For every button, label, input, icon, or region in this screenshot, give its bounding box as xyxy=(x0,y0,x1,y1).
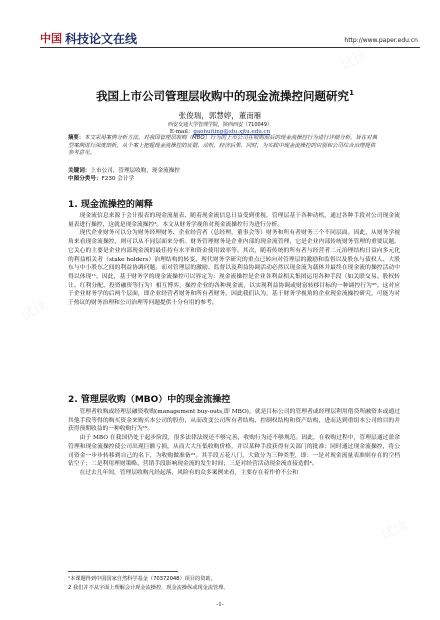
paragraph: 由于 MBO 在我国仍处于起步阶段，很多法律法规还不够完善，收购行为还不够规范。因此，在收购过程中，管理层通过盈余管理和现金流操控使公司出现巨额亏损，从而大大压低收购价格，并以某种手段获得有关部门的批准；同时通过现金流操控，将公司资金一步步转移到自己的名下，为收购做准备²³。其手段五花八门，大致分为三种类型，即：一是对现金流量表准则存在的空档钻空子；二是利用理财策略、营销手段影响现金流的发生时间；三是对经营活动现金流直接造假⁴。 xyxy=(68,435,400,468)
header-divider xyxy=(40,47,420,48)
section-2-body xyxy=(68,408,400,478)
paper-authors: 张俊瑞，郭慧婷，董南雁 xyxy=(178,111,262,120)
paper-title-text: 我国上市公司管理层收购中的现金流操控问题研究 xyxy=(96,89,350,103)
abstract-label: 摘要： xyxy=(68,135,85,141)
abstract xyxy=(68,135,380,158)
footnote-1: ¹本课题得到中国国家自然科学基金（70372048）项目的资助。 xyxy=(68,576,216,582)
section-heading-2: 2. 管理层收购（MBO）中的现金流操控 xyxy=(68,395,231,405)
keywords-text: 上市公司，管理层收购，现金流操控 xyxy=(90,168,180,174)
clc-label: 中图分类号： xyxy=(68,176,102,182)
keywords-label: 关键词： xyxy=(68,168,91,174)
logo-main: 科技论文在线 xyxy=(65,31,138,46)
watermark: 试读 xyxy=(378,517,411,545)
email-link[interactable]: gaohuiting@stu.xjtu.edu.cn xyxy=(193,129,271,135)
keywords xyxy=(68,166,180,174)
paper-title xyxy=(30,88,420,104)
footnote-2: 2 我们并不从字面上理解会计现金流操控，现金流操纵或现金流管理。 xyxy=(68,585,229,591)
section-1-body xyxy=(68,212,400,308)
paragraph: 在过去几年间，管理层收购凡经起落，风险有的众多案例来看，主要存在着作价不公和 xyxy=(79,469,298,476)
site-logo[interactable] xyxy=(40,30,137,46)
paper-email xyxy=(0,127,440,135)
paragraph: 管理者收购或经理层融资收购(management buy-outs,即 MBO)，就是目标公司的管理者或经理层利用借贷所融资本或通过其他手段等得的购买资金来购买本公司的股份，从而改变公司所有者结构、控制权结构和资产结构，进而达到重组本公司的目的并获得预期收益的一种收购行为¹⁹。 xyxy=(68,409,400,433)
section-heading-1: 1. 现金流操控的阐释 xyxy=(68,200,153,210)
clc-text: F230 会计学 xyxy=(101,176,135,182)
title-footnote-mark: 1 xyxy=(349,89,354,98)
watermark: 试读 xyxy=(338,47,371,75)
paper-affiliation: 西安交通大学管理学院，陕西西安（710049） xyxy=(167,122,273,128)
page-header xyxy=(0,0,440,48)
page-number: -1- xyxy=(216,602,224,608)
email-label: E-mail： xyxy=(169,129,194,135)
site-url[interactable]: http://www.paper.edu.cn xyxy=(344,37,418,44)
paragraph: 现代企业财务可以分为财务经理财务、企业经营者（总经理、董事会等）财务和所有者财务三个不同层面。因此，从财务学视角来看现金流操控，则可以从不同层面来分析。财务管理财务是企业内部的现金流管理，它是企业内部传统财务管理的重要议题。它关心的主要是企业内部现金流的最佳持有水平和资金使用效率等。其次，随着传统的所有者与经营者二元治理结构日益向多元化的利益相关者（stake holders）治理结构的转变，现代财务学研究的重点已转向对管理层的激励和监督以及股东与债权人、大股东与中小股东之间的利益协调问题。而对管理层的激励、监督以及利益协调活动必然以现金流为载体并最终在现金流的操控活动中得以体现¹¹。因此，基于财务学的现金流操控可以界定为：现金流操控是企业各利益相关集团运用各种手段（如关联交易、股权转让、红利分配、投资融资等行为）相互博弈，操控企业的各种现金流，以实现利益协调或财富转移目标的一种调控行为²⁸。这对应于企业财务学的后两个层面，即企业经营者财务和所有者财务。因此我们认为，基于财务学视角的企业现金流操控研究，可能为对于热议的财务治理和公司治理等问题提供十分有用的参考。 xyxy=(68,230,400,307)
watermark: 试读 xyxy=(18,297,51,325)
footnote-divider xyxy=(68,571,178,572)
clc-number xyxy=(68,174,134,182)
logo-prefix: 中国 xyxy=(40,32,62,45)
paragraph: 现金流信息来源于会计报表的现金流量表、随着现金流信息日益受到重视，管理层基于各种动机，通过各种手段对公司现金流量表进行操控，这就是现金流操控²。本文从财务学视角对现金流操控行为进行分析。 xyxy=(68,213,400,228)
abstract-text: 本文采用案例分析方法，对我国管理层收购（MBO）行为的上市公司在收购前后的现金流操控行为进行详细分析，旨在对典型案例进行深度剖析，从个案上把握现金流操控的证据、动机、经济后果、同时，为实践中现金流操控的识别和公司综合治理提供参考意见。 xyxy=(68,135,378,157)
